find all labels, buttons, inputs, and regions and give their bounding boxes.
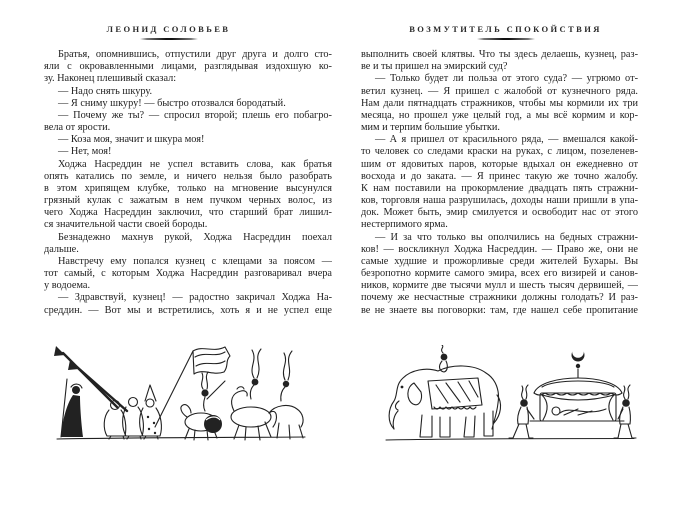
text-line: — Нет, моя!	[58, 146, 112, 158]
text-line: месяца, но прошел уже целый год, а мы всё кормим и кор-	[361, 109, 638, 121]
text-line: — И за что только вы ополчились на бедных стражни-	[375, 231, 638, 243]
text-line: Безнадежно махнув рукой, Ходжа Насреддин поехал	[58, 231, 332, 243]
text-line: ве не знаете вы поговорки: там, где нашел себе пропитание	[361, 304, 638, 316]
text-line: выполнить своей клятвы. Что ты здесь делаешь, кузнец, раз-	[361, 49, 638, 60]
text-line: зу. Наконец плешивый сказал:	[44, 73, 177, 85]
text-line: самые худшие и прожорливые среди жителей Бухары. Вы	[361, 255, 638, 267]
text-line: К нам поставили на прокормление двадцать пять стражни-	[361, 182, 638, 194]
text-line: опять катались по земле, и ничего нельзя было разобрать	[44, 170, 332, 182]
text-line: нестерпимого ярма.	[361, 219, 448, 231]
procession-illustration	[52, 345, 310, 445]
text-line: Нам дали пятнадцать стражников, чтобы мы кормили их три	[361, 97, 638, 109]
running-head-rule	[477, 38, 535, 40]
text-line: док. Может быть, эмир смилуется и освободит нас от этого	[361, 207, 638, 219]
running-head-title: ВОЗМУТИТЕЛЬ СПОКОЙСТВИЯ	[409, 24, 602, 34]
text-line: вела от ярости.	[44, 122, 111, 134]
text-line: почему же несчастные стражники должны голодать? И раз-	[361, 292, 638, 304]
text-line: безропотно кормите самого эмира, всех его визирей и санов-	[361, 268, 638, 280]
text-line: — Надо снять шкуру.	[58, 85, 153, 97]
left-page-text	[44, 49, 332, 317]
text-line: — Здравствуй, кузнец! — радостно закричал Ходжа На-	[58, 292, 332, 304]
text-line: — Почему же ты? — спросил второй; плешь его побагро-	[58, 109, 332, 121]
text-line: тот самый, с которым Ходжа Насреддин разговаривал вчера	[44, 268, 332, 280]
right-page-text	[361, 49, 638, 317]
text-line: то человек со следами краски на руках, с лицом, позеленев-	[361, 146, 638, 158]
text-line: ков! — воскликнул Ходжа Насреддин. — Право же, они не	[361, 243, 638, 255]
text-line: ве и ты пришел на эмирский суд?	[361, 61, 508, 73]
text-line: среддин. — Вот мы и встретились, хоть я и не успел еще	[44, 304, 332, 316]
text-line: — Только будет ли польза от этого суда? — угрюмо от-	[375, 73, 638, 85]
text-line: ся значительной части своей бороды.	[44, 219, 208, 231]
text-line: мим и терпим большие убытки.	[361, 122, 500, 134]
running-head-rule	[140, 38, 198, 40]
elephant-palanquin-illustration	[381, 345, 639, 445]
text-line: грязный кулак с зажатым в нем пучком черных волос, из	[44, 195, 332, 207]
text-line: ков, торговля наша разрушилась, доходы наши пришли в упа-	[361, 195, 638, 207]
text-line: шим от ядовитых паров, которые вдыхал он ежедневно от	[361, 158, 638, 170]
text-line: — Коза моя, значит и шкура моя!	[58, 134, 205, 146]
text-line: — Я сниму шкуру! — быстро отозвался бородатый.	[58, 97, 286, 109]
running-head-author: ЛЕОНИД СОЛОВЬЕВ	[106, 24, 231, 34]
text-line: ветил кузнец. — Я пришел с жалобой от кузнечного ряда.	[361, 85, 638, 97]
text-line: ников, кормите две тысячи мулл и шесть тысяч дервишей, —	[361, 280, 638, 292]
text-line: в этом хрипящем клубке, только на мгновение высунулся	[44, 182, 332, 194]
text-line: Навстречу ему попался кузнец с клещами за поясом —	[58, 255, 332, 267]
text-line: — А я пришел от красильного ряда, — вмешался какой-	[375, 134, 638, 146]
text-line: дальше.	[44, 243, 79, 255]
text-line: яли с окровавленными лицами, разглядывая издохшую ко-	[44, 61, 332, 73]
text-line: у водоема.	[44, 280, 91, 292]
text-line: Братья, опомнившись, отпустили друг друга и долго сто-	[58, 49, 332, 60]
text-line: восхода и до заката. — Я принес такую же точно жалобу.	[361, 170, 638, 182]
right-page	[337, 0, 674, 506]
text-line: чего Ходжа Насреддин заключил, что старший брат лишил-	[44, 207, 332, 219]
text-line: Ходжа Насреддин не успел вставить слова, как братья	[58, 158, 332, 170]
